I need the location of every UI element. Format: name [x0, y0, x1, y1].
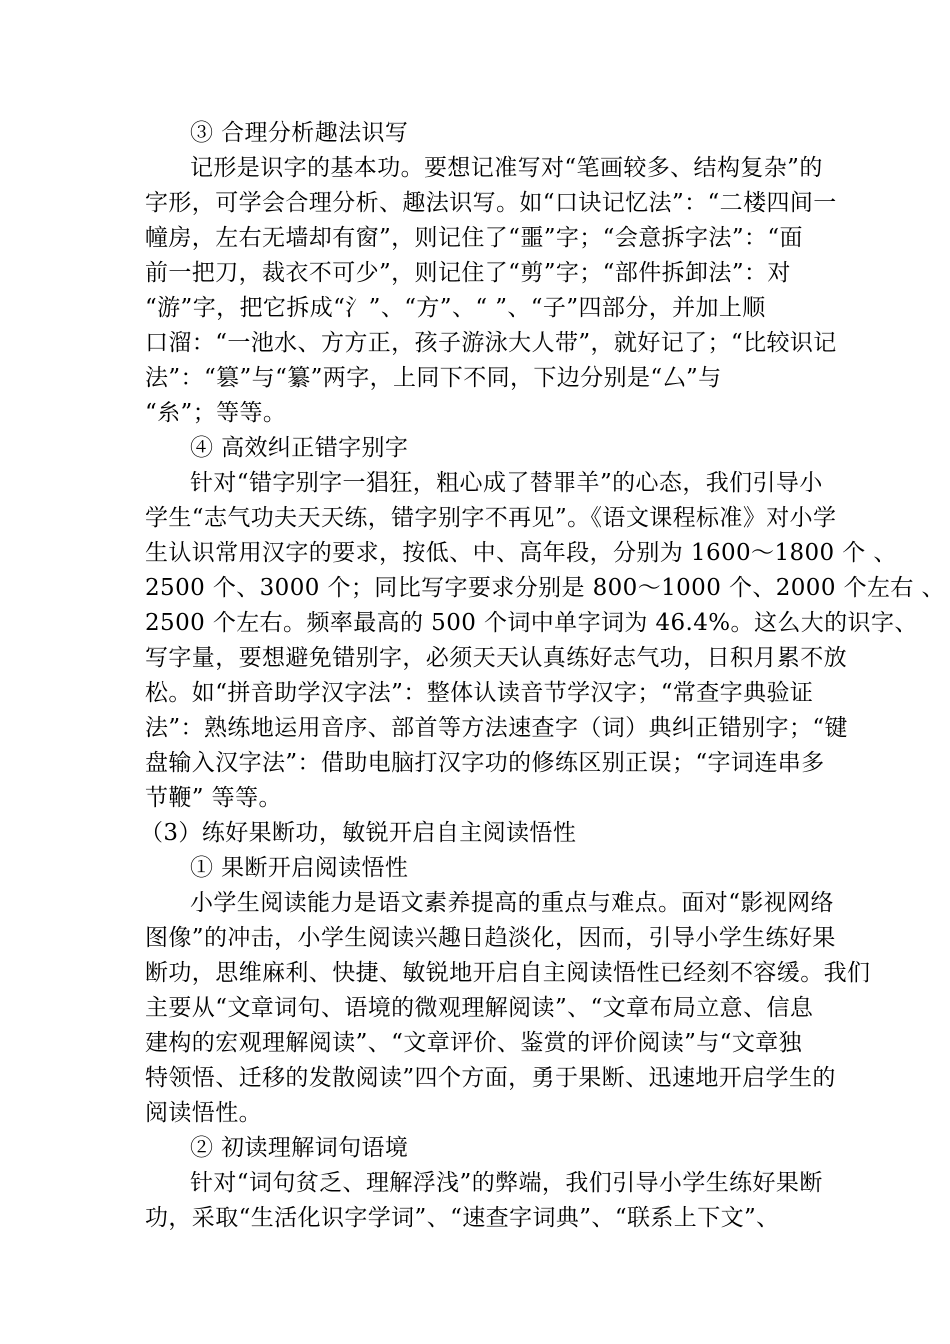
paragraph-line: “糸”；等等。 [145, 400, 287, 426]
heading-correct-errors: ④ 高效纠正错字别字 [190, 435, 409, 461]
paragraph-line: 学生“志气功夫天天练，错字别字不再见”。《语文课程标准》对小学 [145, 505, 837, 531]
paragraph-line: 松。如“拼音助学汉字法”：整体认读音节学汉字；“常查字典验证 [145, 680, 814, 706]
paragraph-line: 小学生阅读能力是语文素养提高的重点与难点。面对“影视网络 [190, 890, 834, 916]
heading-reasonable-analysis: ③ 合理分析趣法识写 [190, 120, 409, 146]
paragraph-line: 主要从“文章词句、语境的微观理解阅读”、“文章布局立意、信息 [145, 995, 814, 1021]
paragraph-line: 图像”的冲击，小学生阅读兴趣日趋淡化，因而，引导小学生练好果 [145, 925, 836, 951]
paragraph-line: 2500 个、3000 个；同比写字要求分别是 800～1000 个、2000 个左右 、 [145, 575, 945, 601]
paragraph-line: 写字量，要想避免错别字，必须天天认真练好志气功，日积月累不放 [145, 645, 847, 671]
heading-reading-insight: ① 果断开启阅读悟性 [190, 855, 409, 881]
paragraph-line: “游”字，把它拆成“氵”、“方”、“ ”、“子”四部分，并加上顺 [145, 295, 766, 321]
paragraph-line: 节鞭” 等等。 [145, 785, 282, 811]
paragraph-line: 口溜：“一池水、方方正，孩子游泳大人带”，就好记了；“比较识记 [145, 330, 837, 356]
paragraph-line: 阅读悟性。 [145, 1100, 262, 1126]
paragraph-line: 针对“错字别字一猖狂，粗心成了替罪羊”的心态，我们引导小 [190, 470, 823, 496]
paragraph-line: 生认识常用汉字的要求，按低、中、高年段，分别为 1600～1800 个 、 [145, 540, 897, 566]
paragraph-line: 功，采取“生活化识字学词”、“速查字词典”、“联系上下文”、 [145, 1205, 780, 1231]
paragraph-line: 2500 个左右。频率最高的 500 个词中单字词为 46.4%。这么大的识字、 [145, 610, 918, 636]
heading-first-reading: ② 初读理解词句语境 [190, 1135, 409, 1161]
paragraph-line: 法”：“篡”与“纂”两字，上同下不同，下边分别是“厶”与 [145, 365, 722, 391]
paragraph-line: 幢房，左右无墙却有窗”，则记住了“噩”字；“会意拆字法”：“面 [145, 225, 803, 251]
paragraph-line: 断功，思维麻利、快捷、敏锐地开启自主阅读悟性已经刻不容缓。我们 [145, 960, 871, 986]
paragraph-line: 建构的宏观理解阅读”、“文章评价、鉴赏的评价阅读”与“文章独 [145, 1030, 803, 1056]
paragraph-line: 前一把刀，裁衣不可少”，则记住了“剪”字；“部件拆卸法”：对 [145, 260, 791, 286]
paragraph-line: 记形是识字的基本功。要想记准写对“笔画较多、结构复杂”的 [190, 155, 823, 181]
paragraph-line: 特领悟、迁移的发散阅读”四个方面，勇于果断、迅速地开启学生的 [145, 1065, 836, 1091]
paragraph-line: 字形，可学会合理分析、趣法识写。如“口诀记忆法”：“二楼四间一 [145, 190, 837, 216]
paragraph-line: 针对“词句贫乏、理解浮浅”的弊端，我们引导小学生练好果断 [190, 1170, 823, 1196]
paragraph-line: 盘输入汉字法”：借助电脑打汉字功的修练区别正误；“字词连串多 [145, 750, 825, 776]
paragraph-line: 法”：熟练地运用音序、部首等方法速查字（词）典纠正错别字；“键 [145, 715, 848, 741]
section-heading-3: （3）练好果断功，敏锐开启自主阅读悟性 [140, 820, 577, 846]
